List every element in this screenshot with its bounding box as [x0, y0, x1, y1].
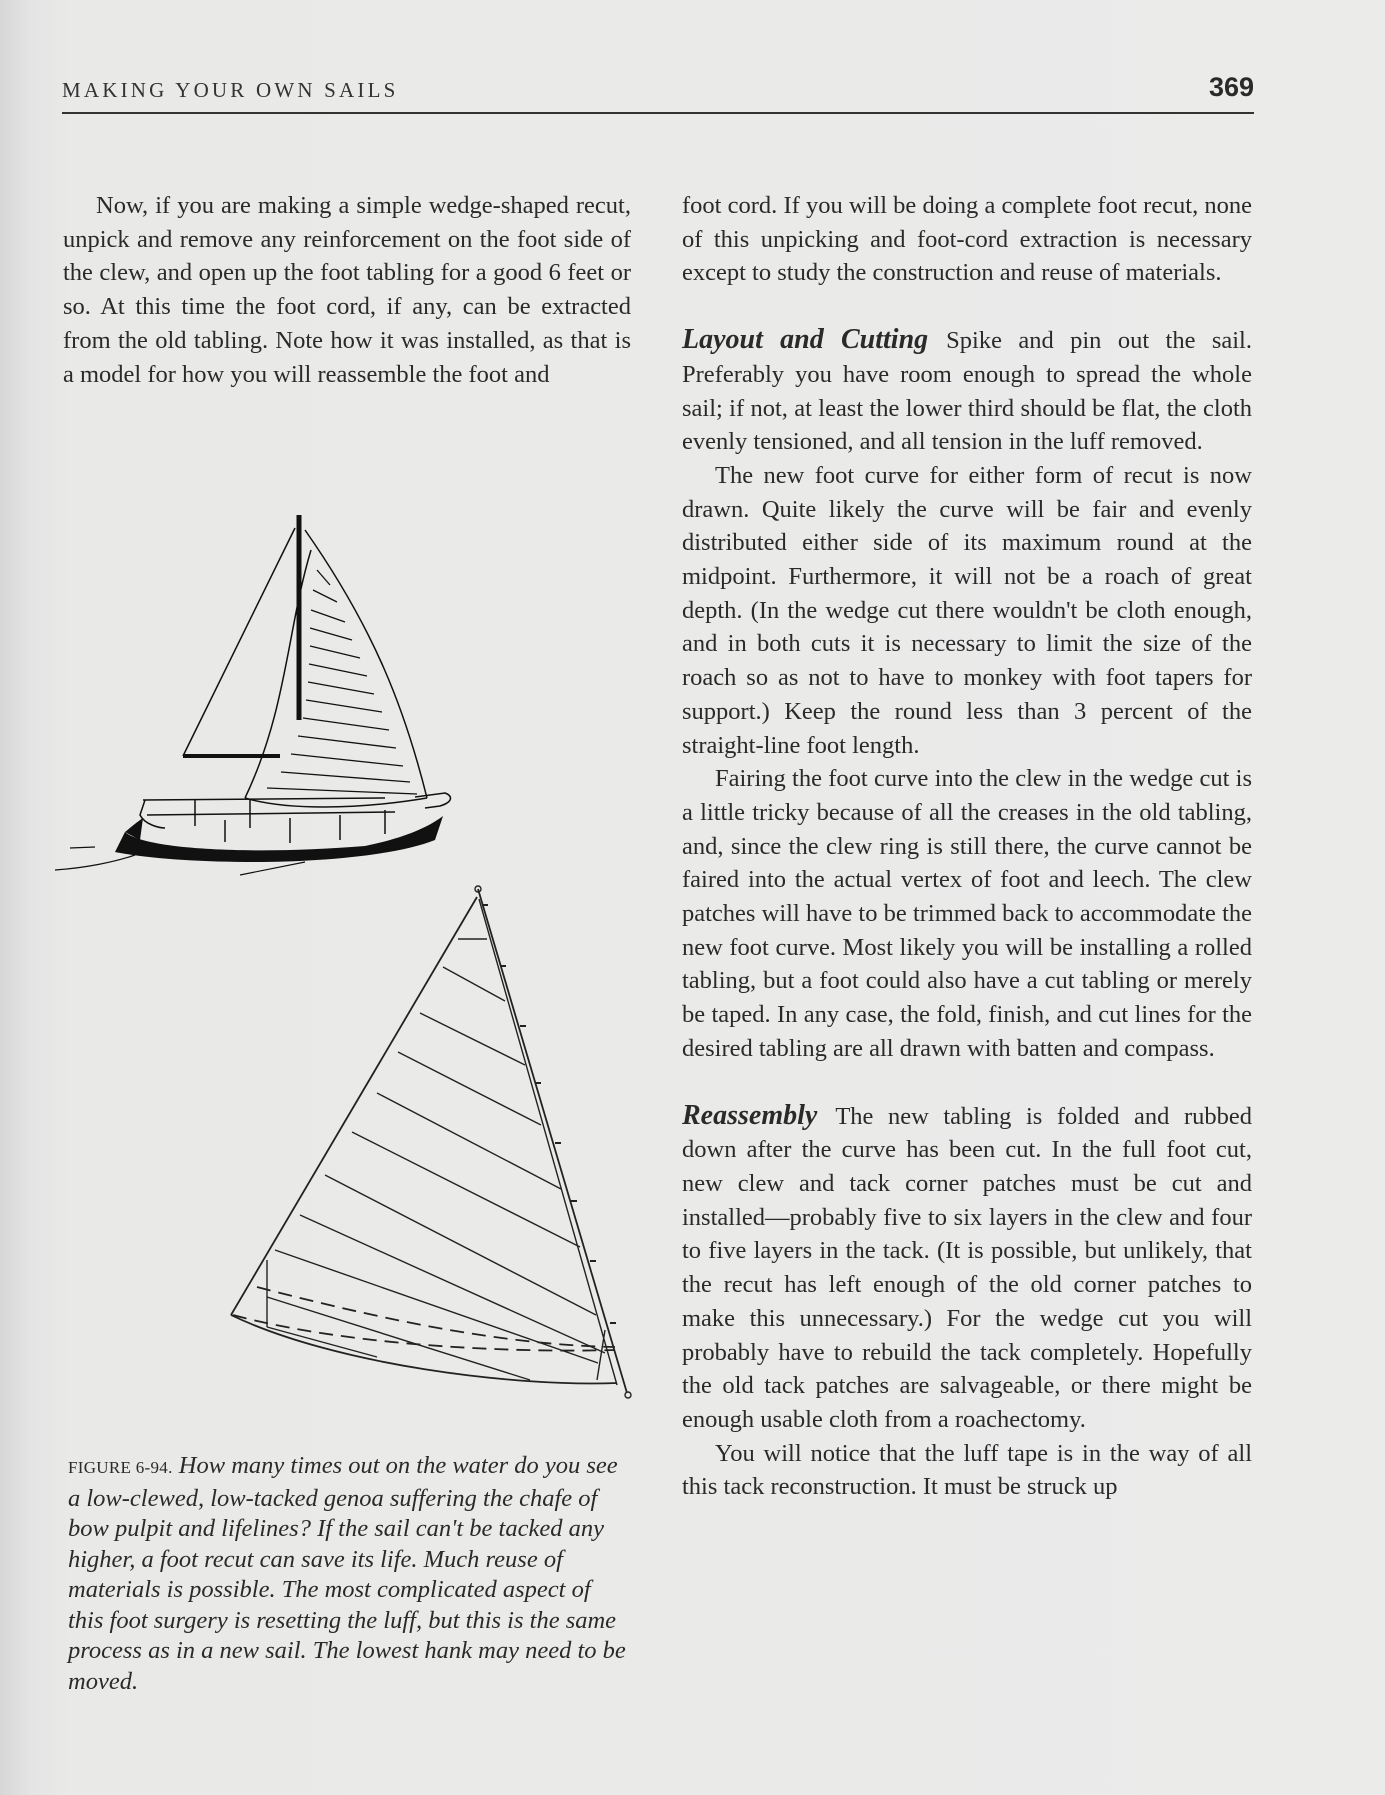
section-heading: Layout and Cutting — [682, 324, 929, 356]
section-heading: Reassembly — [682, 1099, 818, 1131]
section-reassembly — [682, 1099, 1252, 1437]
body-paragraph: Fairing the foot curve into the clew in the wedge cut is a little tricky because of all the creases in the old tabling, and, since the clew ring is still there, the curve cannot be faired into the actual vertex of foot and leech. The clew patches will have to be trimmed back to accommodate the new foot curve. Most likely you will be installing a rolled tabling, but a foot could also have a cut tabling or merely be taped. In any case, the fold, finish, and cut lines for the desired tabling are all drawn with batten and compass. — [682, 765, 1252, 1062]
running-title: MAKING YOUR OWN SAILS — [62, 78, 399, 102]
right-column — [682, 189, 1252, 1504]
caption-text: How many times out on the water do you see a low-clewed, low-tacked genoa suffering the chafe of bow pulpit and lifelines? If the sail can't be tacked any higher, a foot recut can save its life. Much reuse of materials is possible. The most complicated aspect of this foot surgery is resetting the luff, but this is the same process as in a new sail. The lowest hank may need to be moved. — [68, 1452, 626, 1695]
genoa-sail-recut-diagram-icon — [215, 875, 645, 1435]
left-column — [63, 189, 631, 391]
sailboat-genoa-illustration-icon — [55, 510, 475, 880]
body-paragraph: foot cord. If you will be doing a complete foot recut, none of this unpicking and foot-cord extraction is necessary except to study the construction and reuse of materials. — [682, 192, 1252, 287]
section-text: Spike and pin out the sail. Preferably you have room enough to spread the whole sail; if not, at least the lower third should be flat, the cloth evenly tensioned, and all tension in the luff removed. — [682, 327, 1252, 456]
body-paragraph: You will notice that the luff tape is in the way of all this tack reconstruction. It must be struck up — [682, 1439, 1252, 1501]
body-paragraph: Now, if you are making a simple wedge-shaped recut, unpick and remove any reinforcement on the foot side of the clew, and open up the foot tabling for a good 6 feet or so. At this time the foot cord, if any, can be extracted from the old tabling. Note how it was installed, as that is a model for how you will reassemble the foot and — [63, 192, 631, 388]
section-text: The new tabling is folded and rubbed down after the curve has been cut. In the full foot cut, new clew and tack corner patches must be cut and installed—probably five to six layers in the clew and four to five layers in the tack. (It is possible, but unlikely, that the recut has left enough of the old corner patches to make this unnecessary.) For the wedge cut you will probably have to rebuild the tack completely. Hopefully the old tack patches are salvageable, or there might be enough usable cloth from a roachectomy. — [682, 1102, 1252, 1433]
figure-caption — [68, 1451, 628, 1697]
body-paragraph: The new foot curve for either form of recut is now drawn. Quite likely the curve will be fair and evenly distributed either side of its maximum round at the midpoint. Furthermore, it will not be a roach of great depth. (In the wedge cut there wouldn't be cloth enough, and in both cuts it is necessary to limit the size of the roach so as not to have to monkey with foot tapers for support.) Keep the round less than 3 percent of the straight-line foot length. — [682, 461, 1252, 759]
page-header — [62, 74, 1254, 114]
page-number: 369 — [1208, 72, 1254, 102]
header-rule — [62, 112, 1254, 114]
section-layout-and-cutting — [682, 323, 1252, 459]
figure-label: FIGURE 6-94. — [68, 1458, 173, 1477]
